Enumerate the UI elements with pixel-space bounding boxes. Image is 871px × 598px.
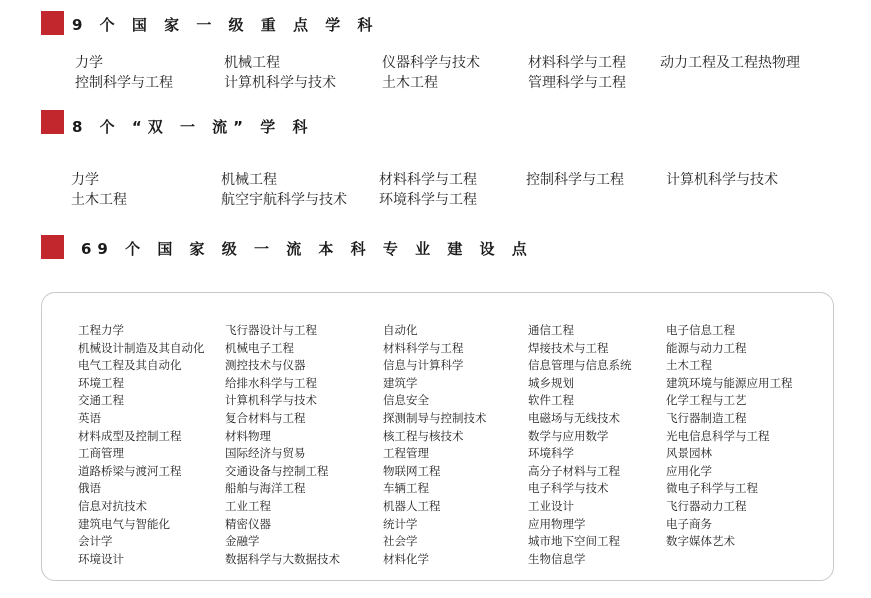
- major-item: 环境设计: [78, 551, 124, 566]
- majors-column-4: [528, 322, 632, 568]
- discipline-item: 计算机科学与技术: [224, 75, 336, 91]
- section-title-key-disciplines: 9 个 国 家 一 级 重 点 学 科: [72, 16, 379, 34]
- discipline-item: 控制科学与工程: [75, 75, 173, 91]
- major-item: 交通工程: [78, 393, 124, 408]
- discipline-item: 航空宇航科学与技术: [221, 192, 347, 208]
- major-item: 建筑环境与能源应用工程: [666, 375, 793, 390]
- section-title-double-first-class: 8 个 “双 一 流” 学 科: [72, 118, 314, 136]
- discipline-item: 土木工程: [71, 192, 127, 208]
- section-title-first-class-majors: 69 个 国 家 级 一 流 本 科 专 业 建 设 点: [81, 240, 533, 258]
- section-marker-1: [41, 11, 64, 35]
- major-item: 国际经济与贸易: [225, 446, 306, 461]
- major-item: 电子科学与技术: [528, 481, 609, 496]
- major-item: 材料成型及控制工程: [78, 428, 182, 443]
- major-item: 城乡规划: [528, 375, 574, 390]
- major-item: 道路桥梁与渡河工程: [78, 463, 182, 478]
- major-item: 英语: [78, 410, 101, 425]
- major-item: 应用物理学: [528, 516, 586, 531]
- major-item: 自动化: [383, 323, 418, 337]
- major-item: 应用化学: [666, 463, 712, 478]
- discipline-item: 管理科学与工程: [528, 75, 626, 91]
- major-item: 通信工程: [528, 323, 574, 337]
- discipline-item: 控制科学与工程: [526, 172, 624, 188]
- major-item: 信息管理与信息系统: [528, 358, 632, 373]
- major-item: 数字媒体艺术: [666, 534, 735, 549]
- major-item: 核工程与核技术: [383, 428, 464, 443]
- major-item: 飞行器设计与工程: [225, 323, 317, 337]
- discipline-item: 机械工程: [221, 172, 277, 188]
- major-item: 工程管理: [383, 446, 429, 461]
- majors-column-1: [78, 322, 205, 568]
- major-item: 电子信息工程: [666, 323, 735, 337]
- major-item: 电磁场与无线技术: [528, 410, 620, 425]
- discipline-item: 动力工程及工程热物理: [660, 55, 800, 71]
- major-item: 机械电子工程: [225, 340, 294, 355]
- major-item: 给排水科学与工程: [225, 375, 317, 390]
- major-item: 生物信息学: [528, 551, 586, 566]
- major-item: 电气工程及其自动化: [78, 358, 182, 373]
- major-item: 数学与应用数学: [528, 428, 609, 443]
- majors-column-2: [225, 322, 340, 568]
- major-item: 工程力学: [78, 323, 124, 337]
- major-item: 计算机科学与技术: [225, 393, 317, 408]
- major-item: 金融学: [225, 534, 260, 549]
- major-item: 环境科学: [528, 446, 574, 461]
- major-item: 信息对抗技术: [78, 498, 147, 513]
- discipline-item: 材料科学与工程: [528, 55, 626, 71]
- discipline-item: 计算机科学与技术: [666, 172, 778, 188]
- major-item: 能源与动力工程: [666, 340, 747, 355]
- major-item: 物联网工程: [383, 463, 441, 478]
- major-item: 环境工程: [78, 375, 124, 390]
- major-item: 工业工程: [225, 498, 271, 513]
- major-item: 材料科学与工程: [383, 340, 464, 355]
- major-item: 风景园林: [666, 446, 712, 461]
- major-item: 城市地下空间工程: [528, 534, 620, 549]
- major-item: 车辆工程: [383, 481, 429, 496]
- major-item: 信息与计算科学: [383, 358, 464, 373]
- discipline-item: 力学: [71, 172, 99, 188]
- major-item: 飞行器动力工程: [666, 498, 747, 513]
- majors-column-3: [383, 322, 487, 568]
- major-item: 电子商务: [666, 516, 712, 531]
- discipline-item: 环境科学与工程: [379, 192, 477, 208]
- discipline-item: 力学: [75, 55, 103, 71]
- major-item: 化学工程与工艺: [666, 393, 747, 408]
- major-item: 工业设计: [528, 498, 574, 513]
- discipline-item: 机械工程: [224, 55, 280, 71]
- major-item: 复合材料与工程: [225, 410, 306, 425]
- section-marker-2: [41, 110, 64, 134]
- major-item: 统计学: [383, 516, 418, 531]
- major-item: 测控技术与仪器: [225, 358, 306, 373]
- major-item: 土木工程: [666, 358, 712, 373]
- major-item: 数据科学与大数据技术: [225, 551, 340, 566]
- major-item: 高分子材料与工程: [528, 463, 620, 478]
- major-item: 软件工程: [528, 393, 574, 408]
- major-item: 机器人工程: [383, 498, 441, 513]
- majors-column-5: [666, 322, 793, 551]
- major-item: 飞行器制造工程: [666, 410, 747, 425]
- major-item: 光电信息科学与工程: [666, 428, 770, 443]
- major-item: 机械设计制造及其自动化: [78, 340, 205, 355]
- major-item: 焊接技术与工程: [528, 340, 609, 355]
- major-item: 俄语: [78, 481, 101, 496]
- major-item: 会计学: [78, 534, 113, 549]
- major-item: 工商管理: [78, 446, 124, 461]
- major-item: 信息安全: [383, 393, 429, 408]
- discipline-item: 土木工程: [382, 75, 438, 91]
- major-item: 材料物理: [225, 428, 271, 443]
- major-item: 精密仪器: [225, 516, 271, 531]
- major-item: 建筑电气与智能化: [78, 516, 170, 531]
- major-item: 材料化学: [383, 551, 429, 566]
- major-item: 微电子科学与工程: [666, 481, 758, 496]
- major-item: 建筑学: [383, 375, 418, 390]
- major-item: 交通设备与控制工程: [225, 463, 329, 478]
- major-item: 社会学: [383, 534, 418, 549]
- major-item: 探测制导与控制技术: [383, 410, 487, 425]
- major-item: 船舶与海洋工程: [225, 481, 306, 496]
- discipline-item: 仪器科学与技术: [382, 55, 480, 71]
- discipline-item: 材料科学与工程: [379, 172, 477, 188]
- section-marker-3: [41, 235, 64, 259]
